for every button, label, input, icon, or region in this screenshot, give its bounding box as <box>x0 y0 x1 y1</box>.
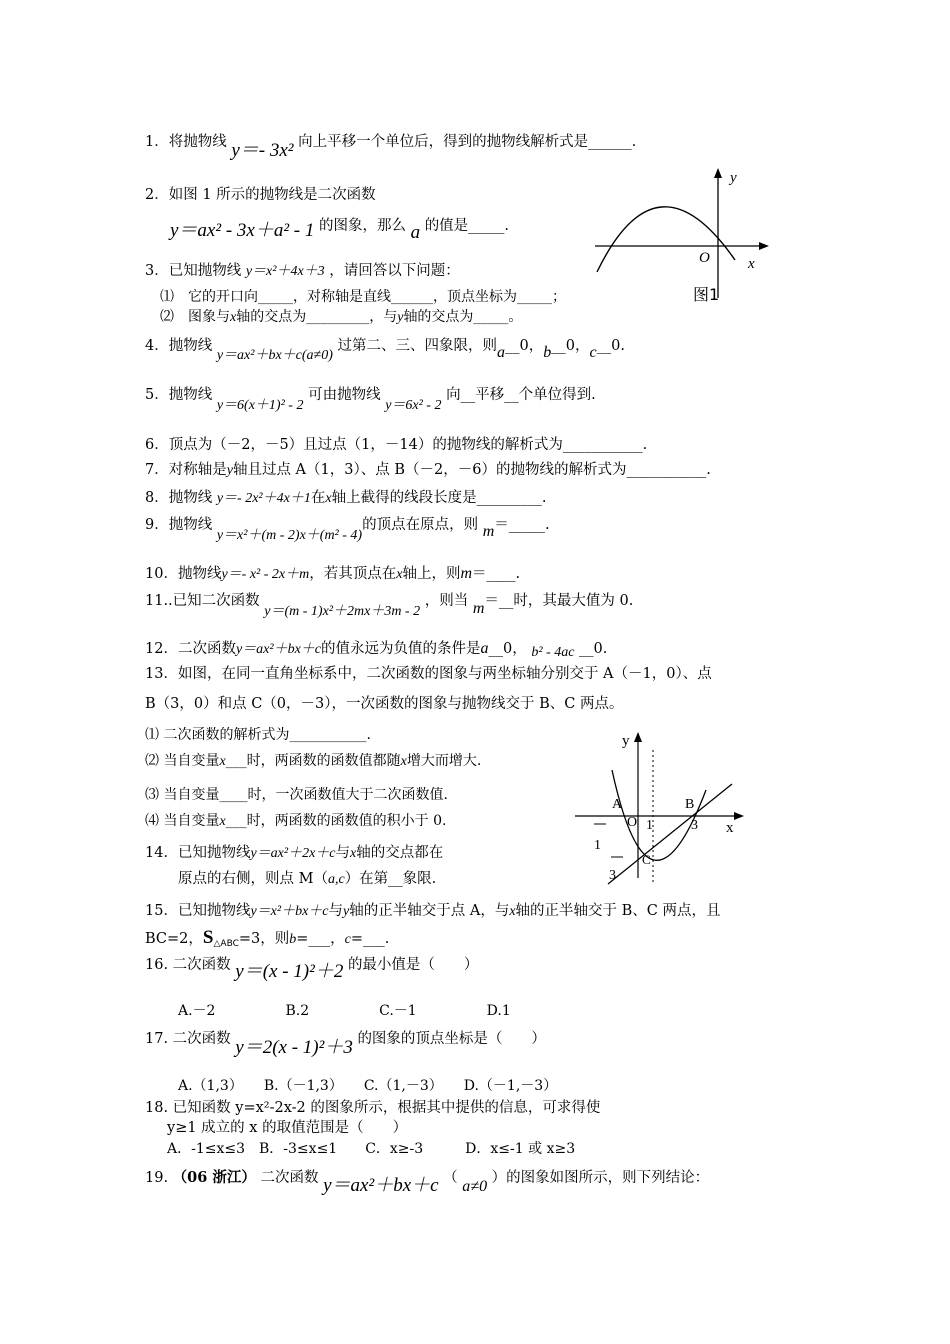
q17-options-text: A.（1,3） B.（－1,3） C.（1,－3） D.（－1,－3） <box>178 1078 558 1094</box>
q15-text: 15．已知抛物线 <box>145 903 251 919</box>
q1-formula: y＝- 3x² <box>231 140 294 161</box>
q11-text: 11..已知二次函数 <box>145 593 260 609</box>
q8-formula: y＝- 2x²＋4x＋1 <box>216 491 311 506</box>
q3b-text: ⑵ 图象与 <box>160 309 230 325</box>
q3-sub-1 <box>160 288 566 306</box>
q10-formula: y＝- x² - 2x＋m <box>221 567 310 582</box>
q16-options <box>178 1002 511 1020</box>
q15-var-b: b <box>289 932 297 947</box>
q13-sub-1 <box>145 726 371 744</box>
q14-var-x: x <box>350 846 357 861</box>
q2-formula: y＝ax² - 3x＋a² - 1 <box>170 220 315 241</box>
q5-line <box>145 386 596 413</box>
q18-options <box>167 1140 575 1158</box>
fig2-tick-neg3: 3 <box>609 868 616 883</box>
q13b-text-3: 增大而增大. <box>406 753 482 769</box>
q19-text-2: ）的图象如图所示，则下列结论： <box>491 1170 710 1186</box>
q8-var-x: x <box>325 491 332 506</box>
q16-text: 16. 二次函数 <box>145 957 231 973</box>
fig2-tick-3: 3 <box>691 818 698 833</box>
q13-sub-2 <box>145 752 481 771</box>
q7-var-y: y <box>226 463 233 478</box>
q10-text: 10．抛物线 <box>145 566 222 582</box>
q3b-var-x: x <box>230 310 237 325</box>
q13-sub-3 <box>145 786 448 804</box>
q4-text-2: 过第二、三、四象限，则 <box>337 338 498 354</box>
q19-condition: a≠0 <box>462 1178 488 1195</box>
q15-var-c: c <box>344 932 351 947</box>
q3b-var-y: y <box>397 310 404 325</box>
q13d-var-x: x <box>219 814 226 829</box>
q1-text: 1．将抛物线 <box>145 134 227 150</box>
q14-text-5: ）在第__象限. <box>344 871 437 887</box>
q5-formula-2: y＝6x² - 2 <box>385 398 442 413</box>
q19-text: 二次函数 <box>260 1170 319 1186</box>
q10-var-x: x <box>396 567 403 582</box>
q14-text-2: 与 <box>335 845 351 861</box>
q14-line-1 <box>145 844 443 863</box>
q15-text-5: BC=2， <box>145 931 203 947</box>
q4-var-b: b <box>543 344 552 361</box>
q10-text-3: 轴上，则 <box>402 566 461 582</box>
q1-text-2: 向上平移一个单位后，得到的抛物线解析式是______. <box>298 134 637 150</box>
fig2-tick-1: 1 <box>646 818 653 833</box>
fig2-point-c-label: C <box>642 852 651 867</box>
q15-text-4: 轴的正半轴交于 B、C 两点，且 <box>515 903 721 919</box>
q4-var-a: a <box>497 344 506 361</box>
q9-formula: y＝x²＋(m - 2)x＋(m² - 4) <box>216 528 363 543</box>
q3-formula: y＝x²＋4x＋3 <box>245 264 325 279</box>
q19-source: （06 浙江） <box>172 1169 256 1186</box>
q8-text-2: 在 <box>310 490 326 506</box>
q2-text-2: 的图象，那么 <box>318 218 406 234</box>
q15-text-6: =3，则 <box>238 931 290 947</box>
q14-text: 14．已知抛物线 <box>145 845 251 861</box>
q2-text-3: 的值是_____. <box>424 218 510 234</box>
fig2-line-bc <box>608 784 732 884</box>
q4-sign-b: __0， <box>551 338 590 354</box>
q13b-text-2: ___时，两函数的函数值都随 <box>225 753 401 769</box>
q15-text-8: =___. <box>350 931 390 947</box>
q12-text: 12．二次函数 <box>145 641 236 657</box>
q3b-text-3: 轴的交点为_____。 <box>403 309 523 325</box>
q7-text: 7．对称轴是 <box>145 462 227 478</box>
q9-var-m: m <box>482 523 495 540</box>
q2-var-a: a <box>410 222 421 243</box>
q13-text-2: B（3，0）和点 C（0，－3），一次函数的图象与抛物线交于 B、C 两点。 <box>145 696 624 712</box>
q13b-text: ⑵ 当自变量 <box>145 753 220 769</box>
q4-sign-a: __0， <box>505 338 544 354</box>
q19-paren-open: （ <box>443 1170 458 1186</box>
fig1-origin-label: O <box>699 250 710 266</box>
q3b-text-2: 轴的交点为_________，与 <box>236 309 398 325</box>
q12-text-4: __0. <box>579 641 608 657</box>
q5-text-2: 可由抛物线 <box>308 387 381 403</box>
q3-text-2: ，请回答以下问题： <box>329 263 460 279</box>
q11-line <box>145 592 634 619</box>
q18-line-1 <box>145 1099 600 1117</box>
q15-area-sub: △ABC <box>213 939 239 949</box>
fig2-point-b-label: B <box>685 797 695 812</box>
q12-discriminant: b² - 4ac <box>531 645 575 660</box>
q16-options-text: A.－2 B.2 C.－1 D.1 <box>178 1003 511 1019</box>
q13d-text-2: ___时，两函数的函数值的积小于 0. <box>225 813 447 829</box>
q2-text: 2．如图 1 所示的抛物线是二次函数 <box>145 187 376 203</box>
q11-text-3: ＝__时，其最大值为 0. <box>484 593 634 609</box>
fig2-x-arrow <box>734 812 744 820</box>
q19-formula: y＝ax²＋bx＋c <box>323 1175 439 1196</box>
q14-line-2 <box>178 870 436 889</box>
q4-formula: y＝ax²＋bx＋c(a≠0) <box>216 348 333 363</box>
q12-text-3: __0， <box>488 641 527 657</box>
q12-formula: y＝ax²＋bx＋c <box>235 642 322 657</box>
q9-text-3: ＝_____. <box>494 517 550 533</box>
q15-area-s: S <box>202 927 214 948</box>
q10-var-m: m <box>460 565 473 582</box>
q13-line-1 <box>145 665 712 683</box>
q3-sub-2 <box>160 308 522 327</box>
q17-options <box>178 1077 557 1095</box>
q15-formula: y＝x²＋bx＋c <box>250 904 329 919</box>
q12-var-a: a <box>480 640 489 657</box>
q10-text-2: ，若其顶点在 <box>309 566 397 582</box>
q6-line <box>145 436 647 454</box>
q2-line-1 <box>145 186 376 204</box>
q17-text: 17. 二次函数 <box>145 1031 231 1047</box>
q16-line <box>145 955 479 982</box>
q5-text-3: 向__平移__个单位得到. <box>446 387 596 403</box>
fig2-y-arrow <box>634 732 642 742</box>
q13-line-2 <box>145 695 623 713</box>
fig2-point-a-label: A <box>612 797 623 812</box>
q13-sub-4 <box>145 812 446 831</box>
q19-line <box>145 1168 710 1196</box>
q11-text-2: ，则当 <box>424 593 469 609</box>
q17-formula: y＝2(x - 1)²＋3 <box>235 1037 353 1058</box>
q5-formula: y＝6(x＋1)² - 2 <box>216 398 304 413</box>
q15-text-2: 与 <box>328 903 344 919</box>
q15-line-2 <box>145 929 389 953</box>
q13b-var-x: x <box>219 754 226 769</box>
q7-text-2: 轴且过点 A（1，3）、点 B（－2，－6）的抛物线的解析式为___________. <box>232 462 711 478</box>
q16-text-2: 的最小值是（ ） <box>347 957 479 973</box>
q9-text-2: 的顶点在原点，则 <box>362 517 479 533</box>
q3-text: 3．已知抛物线 <box>145 263 242 279</box>
q8-text: 8．抛物线 <box>145 490 213 506</box>
q7-line <box>145 461 711 480</box>
q3a-text: ⑴ 它的开口向_____，对称轴是直线______，顶点坐标为_____； <box>160 289 566 305</box>
q18-text-1: 18. 已知函数 y=x²-2x-2 的图象所示，根据其中提供的信息，可求得使 <box>145 1100 601 1116</box>
q15-text-3: 轴的正半轴交于点 A，与 <box>349 903 510 919</box>
q15-var-y: y <box>343 904 350 919</box>
q5-text: 5．抛物线 <box>145 387 213 403</box>
q13-text-1: 13．如图，在同一直角坐标系中，二次函数的图象与两坐标轴分别交于 A（－1，0）、点 <box>145 666 712 682</box>
fig2-tick-neg1: 1 <box>594 838 601 853</box>
q18-text-2: y≥1 成立的 x 的取值范围是（ ） <box>167 1120 408 1136</box>
fig1-parabola-curve <box>597 207 735 272</box>
q18-line-2 <box>167 1119 407 1137</box>
figure-2-graph <box>570 728 760 888</box>
q17-line <box>145 1029 546 1058</box>
q14-formula: y＝ax²＋2x＋c <box>250 846 336 861</box>
q3-line <box>145 262 460 281</box>
q4-var-c: c <box>589 344 597 361</box>
q14-text-4: 原点的右侧，则点 M（ <box>178 871 328 887</box>
figure-1-parabola <box>585 160 785 310</box>
q12-text-2: 的值永远为负值的条件是 <box>321 641 481 657</box>
q17-text-2: 的图象的顶点坐标是（ ） <box>357 1031 546 1047</box>
q8-text-3: 轴上截得的线段长度是_________. <box>331 490 547 506</box>
q18-options-text: A．-1≤x≤3 B．-3≤x≤1 C．x≥-3 D．x≤-1 或 x≥3 <box>167 1141 576 1157</box>
q14-point-m: a,c <box>327 872 345 887</box>
fig1-caption: 图1 <box>693 285 720 304</box>
q6-text: 6．顶点为（－2，－5）且过点（1，－14）的抛物线的解析式为___________. <box>145 437 648 453</box>
q4-text: 4．抛物线 <box>145 338 213 354</box>
q9-text: 9．抛物线 <box>145 517 213 533</box>
q13c-text: ⑶ 当自变量____时，一次函数值大于二次函数值. <box>145 787 448 803</box>
q13b-var-x2: x <box>400 754 407 769</box>
q15-line-1 <box>145 902 721 921</box>
q14-text-3: 轴的交点都在 <box>356 845 444 861</box>
q11-var-m: m <box>472 600 485 617</box>
fig2-y-label: y <box>622 733 630 749</box>
fig1-x-arrow <box>759 242 769 250</box>
q4-sign-c: __0. <box>596 338 625 354</box>
q4-line <box>145 337 625 363</box>
q15-var-x: x <box>509 904 516 919</box>
fig2-x-label: x <box>726 820 734 836</box>
q9-line <box>145 516 550 543</box>
q10-text-4: ＝____. <box>472 566 521 582</box>
fig1-y-label: y <box>730 170 737 186</box>
q10-line <box>145 565 520 584</box>
q11-formula: y＝(m - 1)x²＋2mx＋3m - 2 <box>264 604 421 619</box>
q16-formula: y＝(x - 1)²＋2 <box>235 961 344 982</box>
q13d-text: ⑷ 当自变量 <box>145 813 220 829</box>
q19-number: 19. <box>145 1170 169 1186</box>
q12-line <box>145 640 607 659</box>
q8-line <box>145 489 546 508</box>
q15-text-7: =___， <box>296 931 345 947</box>
fig1-x-label: x <box>748 256 755 272</box>
q13a-text: ⑴ 二次函数的解析式为___________. <box>145 727 371 743</box>
q2-line-2 <box>170 216 510 243</box>
fig1-y-arrow <box>714 168 722 178</box>
fig2-origin-label: O <box>627 815 638 830</box>
q1-line <box>145 132 637 161</box>
